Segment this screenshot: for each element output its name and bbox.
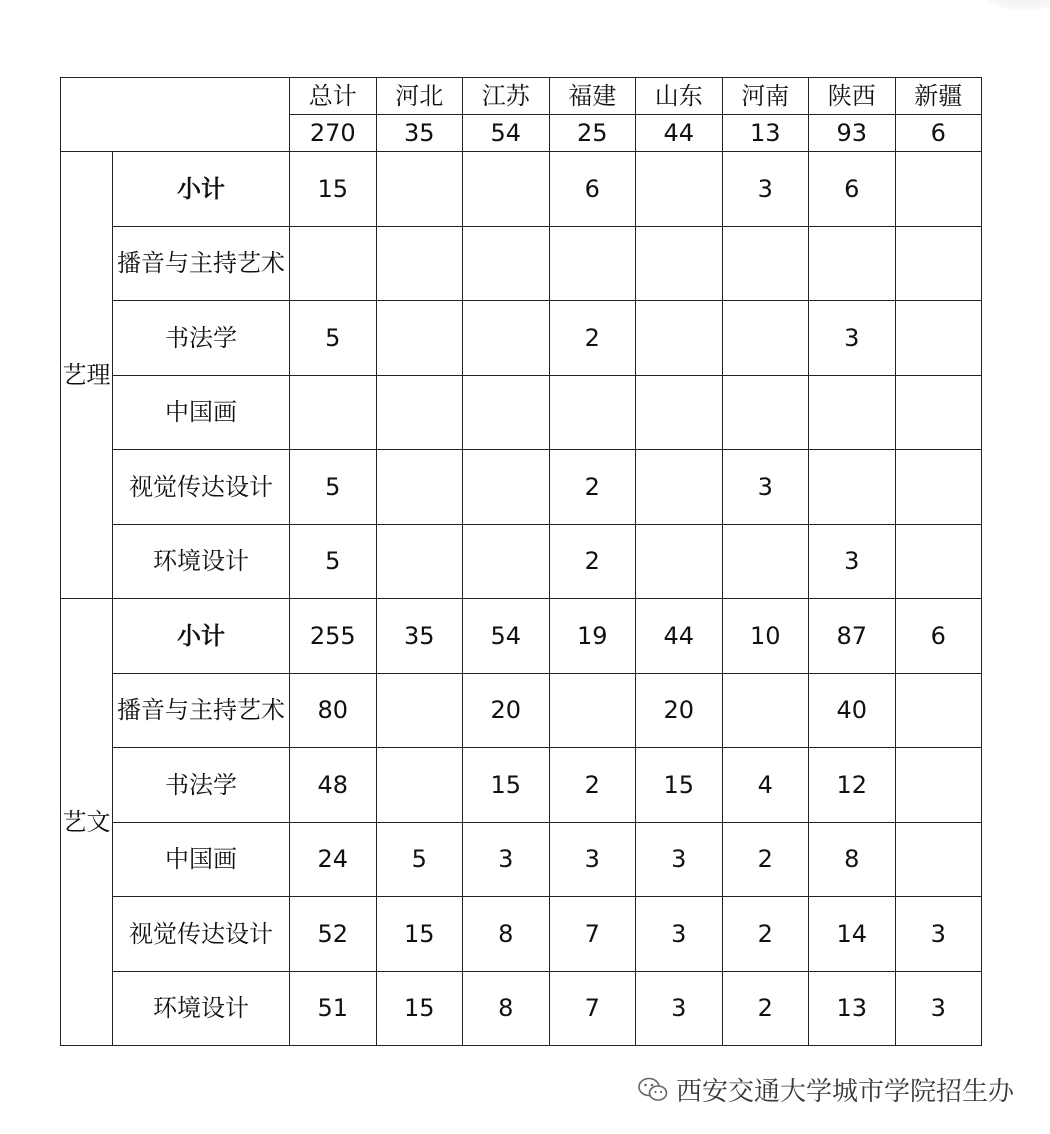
major-label: 小计	[113, 599, 290, 674]
table-cell	[376, 748, 463, 823]
table-cell	[290, 226, 377, 301]
table-cell	[549, 673, 636, 748]
column-total: 6	[895, 115, 982, 152]
table-cell: 3	[722, 450, 809, 525]
table-cell	[895, 524, 982, 599]
table-cell: 6	[809, 152, 896, 227]
major-label: 中国画	[113, 375, 290, 450]
table-row	[61, 375, 982, 450]
table-cell	[549, 226, 636, 301]
column-header: 福建	[549, 78, 636, 115]
table-cell: 15	[463, 748, 550, 823]
table-cell	[636, 301, 723, 376]
table-cell: 3	[463, 822, 550, 897]
table-cell	[895, 301, 982, 376]
table-cell: 255	[290, 599, 377, 674]
table-cell: 40	[809, 673, 896, 748]
table-cell: 51	[290, 971, 377, 1046]
table-cell: 3	[809, 301, 896, 376]
table-cell: 24	[290, 822, 377, 897]
table-row	[61, 524, 982, 599]
watermark-text: 西安交通大学城市学院招生办	[675, 1077, 1014, 1107]
table-cell	[463, 450, 550, 525]
column-header: 新疆	[895, 78, 982, 115]
column-total: 93	[809, 115, 896, 152]
table-cell: 2	[722, 971, 809, 1046]
column-header: 江苏	[463, 78, 550, 115]
table-cell	[376, 226, 463, 301]
major-label: 环境设计	[113, 524, 290, 599]
table-cell: 19	[549, 599, 636, 674]
table-cell	[722, 524, 809, 599]
table-cell: 2	[549, 748, 636, 823]
table-row	[61, 152, 982, 227]
table-cell: 7	[549, 897, 636, 972]
table-cell: 3	[809, 524, 896, 599]
table-cell: 2	[549, 450, 636, 525]
group-label: 艺理	[61, 152, 113, 599]
table-cell	[722, 301, 809, 376]
header-row	[61, 78, 982, 115]
table-row	[61, 673, 982, 748]
table-cell	[463, 226, 550, 301]
table-cell: 14	[809, 897, 896, 972]
corner-shadow	[980, 0, 1050, 10]
table-cell	[636, 524, 723, 599]
table-cell	[636, 450, 723, 525]
table-cell	[809, 375, 896, 450]
column-total: 35	[376, 115, 463, 152]
table-cell: 80	[290, 673, 377, 748]
table-cell: 8	[809, 822, 896, 897]
column-header: 河北	[376, 78, 463, 115]
major-label: 视觉传达设计	[113, 897, 290, 972]
table-cell	[376, 375, 463, 450]
table-row	[61, 748, 982, 823]
table-cell: 2	[722, 897, 809, 972]
major-label: 播音与主持艺术	[113, 226, 290, 301]
corner-cell	[61, 78, 290, 152]
table-cell	[895, 375, 982, 450]
table-cell: 15	[376, 971, 463, 1046]
table-row	[61, 971, 982, 1046]
table-cell: 3	[895, 897, 982, 972]
table-cell: 10	[722, 599, 809, 674]
table-cell	[376, 673, 463, 748]
major-label: 中国画	[113, 822, 290, 897]
table-cell: 3	[722, 152, 809, 227]
table-cell: 3	[636, 897, 723, 972]
table-cell: 5	[290, 524, 377, 599]
table-cell	[895, 226, 982, 301]
table-cell	[636, 226, 723, 301]
table-cell: 4	[722, 748, 809, 823]
table-cell: 20	[636, 673, 723, 748]
table-cell	[895, 748, 982, 823]
major-label: 环境设计	[113, 971, 290, 1046]
table-cell: 2	[722, 822, 809, 897]
table-cell	[636, 152, 723, 227]
table-cell: 5	[376, 822, 463, 897]
table-cell	[722, 375, 809, 450]
table-cell: 5	[290, 450, 377, 525]
major-label: 视觉传达设计	[113, 450, 290, 525]
table-row	[61, 226, 982, 301]
table-cell: 6	[549, 152, 636, 227]
table-row	[61, 301, 982, 376]
enrollment-quota-table	[60, 77, 982, 1046]
column-header: 总计	[290, 78, 377, 115]
table-cell	[463, 375, 550, 450]
table-row	[61, 450, 982, 525]
table-cell: 87	[809, 599, 896, 674]
column-total: 270	[290, 115, 377, 152]
table-cell: 12	[809, 748, 896, 823]
table-cell: 54	[463, 599, 550, 674]
table-cell	[549, 375, 636, 450]
table-cell	[809, 450, 896, 525]
table-cell	[722, 226, 809, 301]
group-label: 艺文	[61, 599, 113, 1046]
table-cell: 3	[895, 971, 982, 1046]
table-cell: 7	[549, 971, 636, 1046]
column-header: 山东	[636, 78, 723, 115]
table-cell	[895, 822, 982, 897]
table-cell	[290, 375, 377, 450]
table-cell: 8	[463, 897, 550, 972]
table-cell: 15	[376, 897, 463, 972]
table-cell: 48	[290, 748, 377, 823]
table-cell	[376, 450, 463, 525]
table-cell: 8	[463, 971, 550, 1046]
column-total: 13	[722, 115, 809, 152]
table-cell: 15	[290, 152, 377, 227]
major-label: 小计	[113, 152, 290, 227]
column-total: 44	[636, 115, 723, 152]
table-cell: 15	[636, 748, 723, 823]
column-total: 25	[549, 115, 636, 152]
table-cell	[463, 152, 550, 227]
table-row	[61, 599, 982, 674]
column-total: 54	[463, 115, 550, 152]
table-row	[61, 822, 982, 897]
table-cell	[636, 375, 723, 450]
table-cell	[463, 524, 550, 599]
table-cell	[376, 301, 463, 376]
table-cell: 3	[636, 971, 723, 1046]
wechat-icon	[638, 1077, 668, 1103]
table-cell: 52	[290, 897, 377, 972]
table-cell: 13	[809, 971, 896, 1046]
table-cell	[463, 301, 550, 376]
major-label: 播音与主持艺术	[113, 673, 290, 748]
table-cell: 3	[636, 822, 723, 897]
major-label: 书法学	[113, 301, 290, 376]
major-label: 书法学	[113, 748, 290, 823]
table-cell	[722, 673, 809, 748]
table-cell	[895, 673, 982, 748]
table-cell: 3	[549, 822, 636, 897]
table-cell	[809, 226, 896, 301]
table-cell: 44	[636, 599, 723, 674]
table-cell: 6	[895, 599, 982, 674]
table-cell	[895, 152, 982, 227]
table-cell: 20	[463, 673, 550, 748]
column-header: 河南	[722, 78, 809, 115]
table-cell	[376, 524, 463, 599]
table-cell: 2	[549, 524, 636, 599]
column-header: 陕西	[809, 78, 896, 115]
wechat-watermark	[638, 1071, 1014, 1108]
table-cell	[895, 450, 982, 525]
table-cell	[376, 152, 463, 227]
table-cell: 35	[376, 599, 463, 674]
table-row	[61, 897, 982, 972]
table-cell: 5	[290, 301, 377, 376]
table-cell: 2	[549, 301, 636, 376]
